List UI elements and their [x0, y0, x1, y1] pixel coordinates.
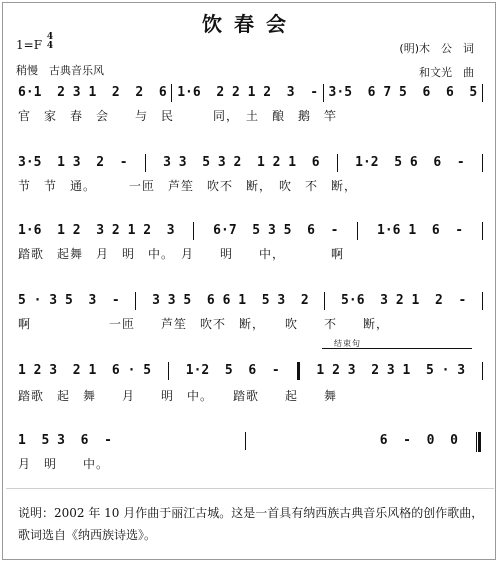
- barline: [245, 432, 246, 450]
- score-line-4: [18, 292, 483, 310]
- measure: 1 2 3 2 3 1 5 · 3: [316, 363, 466, 378]
- lyrics-line-5: 踏歌 起 舞 月 明 中。 踏歌 起 舞: [18, 389, 338, 403]
- measure: 1·6 1 6 -: [377, 223, 464, 238]
- measure: 1·2 5 6 -: [185, 363, 280, 378]
- tempo-marking: 稍慢 古典音乐风: [16, 64, 104, 77]
- barline: [482, 292, 483, 310]
- key-signature: 1=F: [16, 38, 43, 52]
- barline: [482, 362, 483, 380]
- score-line-6: [18, 432, 458, 450]
- measure: 1·2 5 6 6 -: [355, 155, 465, 170]
- measure: 5·6 3 2 1 2 -: [341, 293, 467, 308]
- measure: 1·6 1 2 3 2 1 2 3: [18, 223, 175, 238]
- time-signature: [45, 33, 55, 51]
- repeat-barline: [297, 362, 300, 380]
- barline: [482, 84, 483, 102]
- barline: [323, 84, 324, 102]
- barline: [193, 222, 194, 240]
- measure: 6·7 5 3 5 6 -: [213, 223, 339, 238]
- barline: [337, 154, 338, 172]
- lyrics-line-4: 啊 一匝 芦笙 吹不 断， 吹 不 断，: [18, 317, 390, 331]
- score-line-1: [18, 84, 483, 102]
- time-signature-top: 4: [46, 32, 54, 42]
- score-line-5: [18, 362, 483, 380]
- barline: [171, 84, 172, 102]
- lyrics-line-1: 官 家 春 会 与 民 同， 土 酿 鹅 竿: [18, 109, 338, 123]
- explanatory-note: 说明：2002 年 10 月作曲于丽江古城。这是一首具有纳西族古典音乐风格的创作歌曲，歌词选自《纳西族诗选》。: [18, 506, 484, 542]
- barline: [324, 292, 325, 310]
- score-line-3: [18, 222, 483, 240]
- composer-credit: 和文光 曲: [419, 66, 474, 79]
- barline: [482, 154, 483, 172]
- measure: 3·5 6 7 5 6 6 5: [328, 85, 478, 100]
- time-signature-bottom: 4: [46, 41, 54, 51]
- measure: 3 3 5 3 2 1 2 1 6: [163, 155, 320, 170]
- barline: [145, 154, 146, 172]
- measure: 1 5 3 6 -: [18, 433, 112, 448]
- lyrics-line-2: 节 节 通。 一匝 芦笙 吹不 断， 吹 不 断，: [18, 179, 358, 193]
- measure: 3·5 1 3 2 -: [18, 155, 128, 170]
- measure: 6 - 0 0: [379, 433, 458, 448]
- measure: 5 · 3 5 3 -: [18, 293, 120, 308]
- measure: 6·1 2 3 1 2 2 6: [18, 85, 167, 100]
- barline: [135, 292, 136, 310]
- measure: 1·6 2 2 1 2 3 -: [177, 85, 319, 100]
- measure: 1 2 3 2 1 6 · 5: [18, 363, 152, 378]
- lyricist-credit: (明)木 公 词: [399, 42, 474, 55]
- divider: [6, 488, 494, 489]
- lyrics-line-6: 月 明 中。: [18, 457, 110, 471]
- page-title: 饮春会: [202, 12, 298, 36]
- score-line-2: [18, 154, 483, 172]
- ending-phrase-mark: 结束句: [334, 339, 361, 348]
- barline: [168, 362, 169, 380]
- ending-phrase-bracket: [322, 348, 472, 349]
- lyrics-line-3: 踏歌 起舞 月 明 中。 月 明 中， 啊: [18, 247, 345, 261]
- barline: [357, 222, 358, 240]
- final-barline: [476, 432, 481, 452]
- measure: 3 3 5 6 6 1 5 3 2: [152, 293, 309, 308]
- barline: [482, 222, 483, 240]
